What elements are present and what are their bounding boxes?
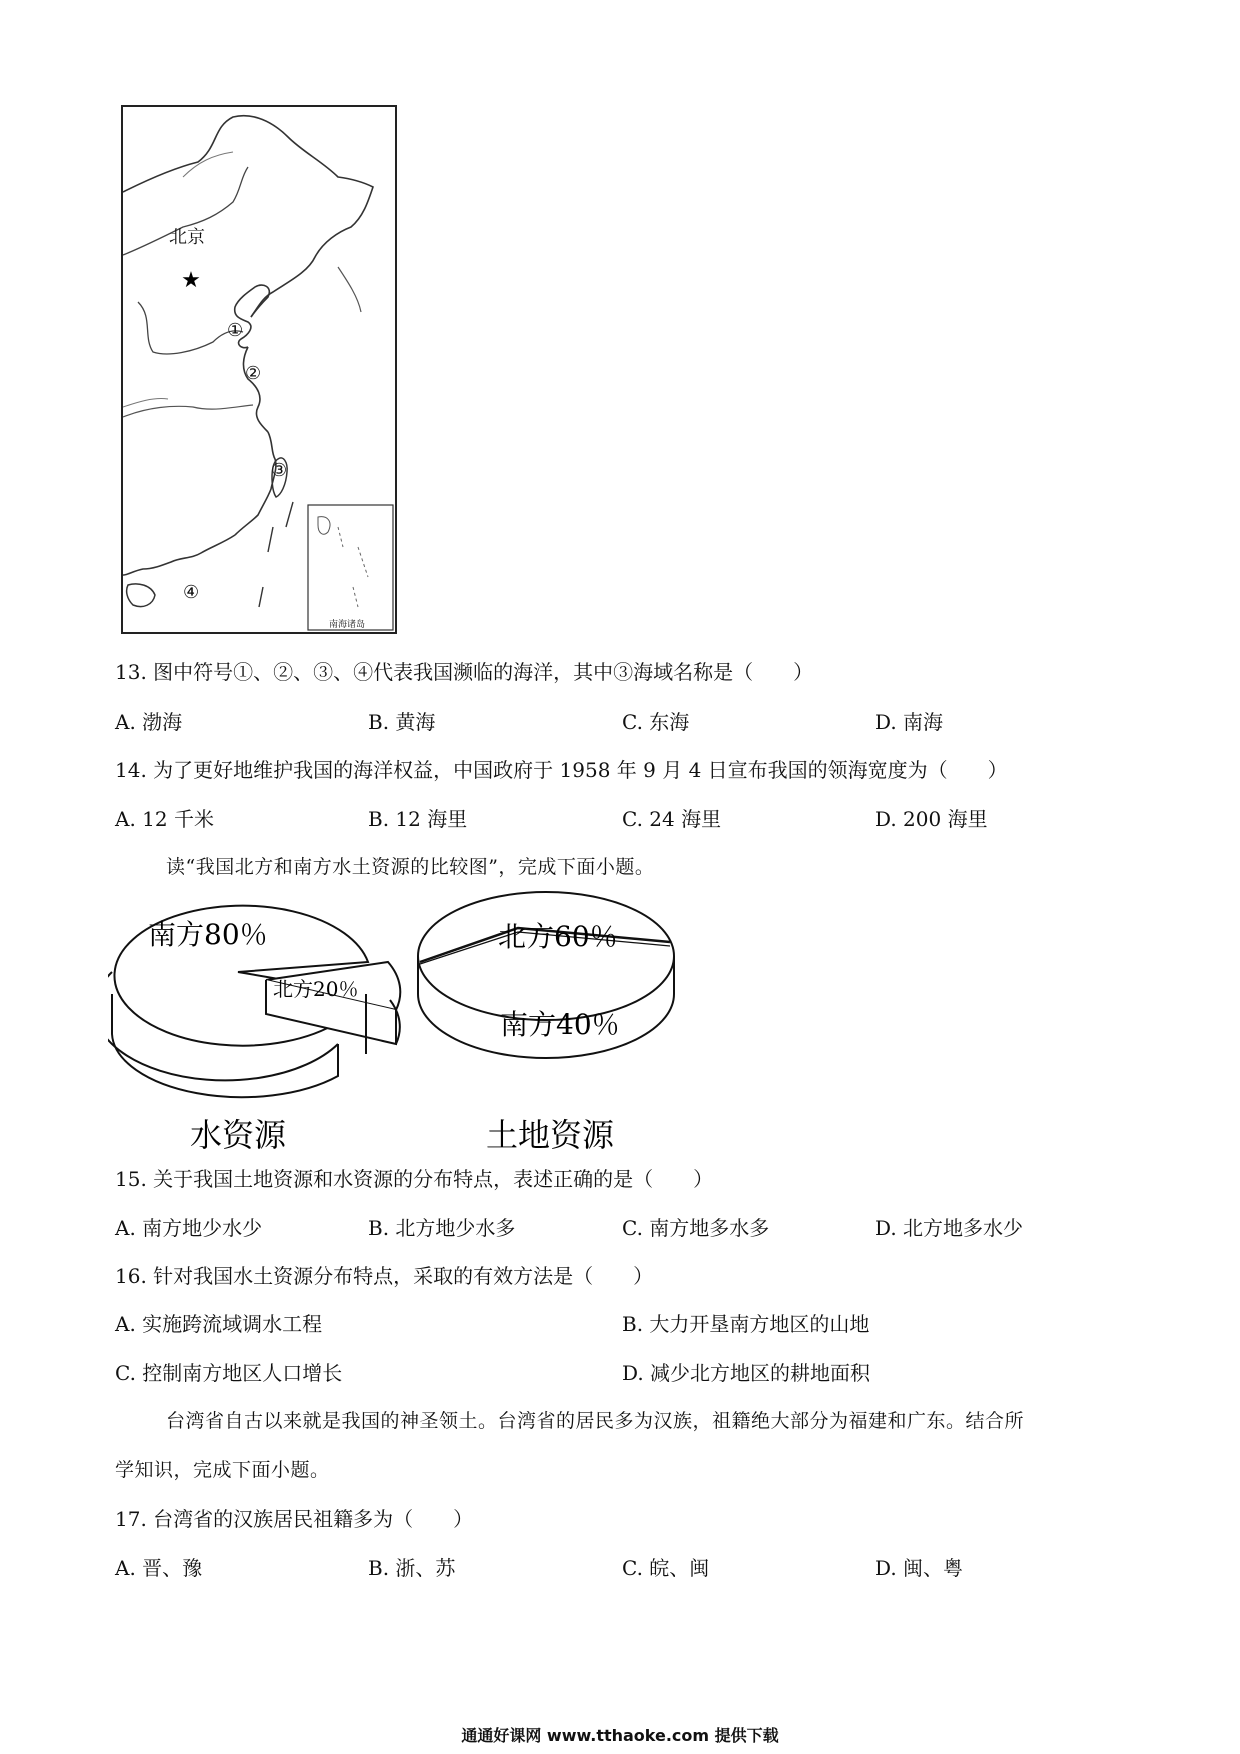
- q16-option-c[interactable]: C. 控制南方地区人口增长: [115, 1361, 343, 1385]
- q17-option-c[interactable]: C. 皖、闽: [622, 1556, 710, 1580]
- q15-option-c[interactable]: C. 南方地多水多: [622, 1216, 770, 1240]
- beijing-label: 北京: [169, 227, 205, 248]
- q14-option-d[interactable]: D. 200 海里: [875, 807, 988, 831]
- marker-3: ③: [271, 460, 288, 481]
- question-16-stem: 16. 针对我国水土资源分布特点，采取的有效方法是（ ）: [115, 1264, 654, 1288]
- q16-option-b[interactable]: B. 大力开垦南方地区的山地: [622, 1312, 870, 1336]
- marker-2: ②: [245, 363, 262, 384]
- marker-1: ①: [227, 320, 244, 341]
- water-south-label: 南方80％: [148, 918, 268, 951]
- land-south-label: 南方40％: [500, 1008, 620, 1041]
- resource-comparison-charts: [108, 884, 708, 1154]
- q14-option-c[interactable]: C. 24 海里: [622, 807, 722, 831]
- china-east-coast-map: [121, 105, 397, 634]
- q17-option-b[interactable]: B. 浙、苏: [368, 1556, 456, 1580]
- page-footer: 通通好课网 www.tthaoke.com 提供下载: [461, 1726, 779, 1745]
- question-13-stem: 13. 图中符号①、②、③、④代表我国濒临的海洋，其中③海域名称是（ ）: [115, 660, 814, 684]
- q14-option-b[interactable]: B. 12 海里: [368, 807, 468, 831]
- q13-option-a[interactable]: A. 渤海: [115, 710, 183, 734]
- question-14-stem: 14. 为了更好地维护我国的海洋权益，中国政府于 1958 年 9 月 4 日宣布我国的领海宽度为（ ）: [115, 758, 1008, 782]
- q16-option-d[interactable]: D. 减少北方地区的耕地面积: [622, 1361, 871, 1385]
- q15-option-b[interactable]: B. 北方地少水多: [368, 1216, 516, 1240]
- question-15-stem: 15. 关于我国土地资源和水资源的分布特点，表述正确的是（ ）: [115, 1167, 714, 1191]
- water-title: 水资源: [190, 1116, 287, 1154]
- water-north-label: 北方20％: [273, 977, 359, 1001]
- q16-option-a[interactable]: A. 实施跨流域调水工程: [115, 1312, 323, 1336]
- q17-option-d[interactable]: D. 闽、粤: [875, 1556, 964, 1580]
- q14-option-a[interactable]: A. 12 千米: [115, 807, 214, 831]
- beijing-star-icon: ★: [181, 268, 201, 293]
- question-17-stem: 17. 台湾省的汉族居民祖籍多为（ ）: [115, 1507, 474, 1531]
- marker-4: ④: [183, 582, 200, 603]
- land-title: 土地资源: [486, 1116, 615, 1154]
- land-north-label: 北方60％: [498, 920, 618, 953]
- q17-option-a[interactable]: A. 晋、豫: [115, 1556, 203, 1580]
- q15-option-d[interactable]: D. 北方地多水少: [875, 1216, 1024, 1240]
- q13-option-c[interactable]: C. 东海: [622, 710, 690, 734]
- intro-17-line2: 学知识，完成下面小题。: [115, 1459, 330, 1481]
- q13-option-b[interactable]: B. 黄海: [368, 710, 436, 734]
- q15-option-a[interactable]: A. 南方地少水少: [115, 1216, 263, 1240]
- intro-17-line1: 台湾省自古以来就是我国的神圣领土。台湾省的居民多为汉族，祖籍绝大部分为福建和广东。结合所: [166, 1410, 1025, 1432]
- q13-option-d[interactable]: D. 南海: [875, 710, 944, 734]
- inset-label: 南海诸岛: [329, 620, 366, 630]
- intro-15-16: 读“我国北方和南方水土资源的比较图”，完成下面小题。: [166, 856, 655, 878]
